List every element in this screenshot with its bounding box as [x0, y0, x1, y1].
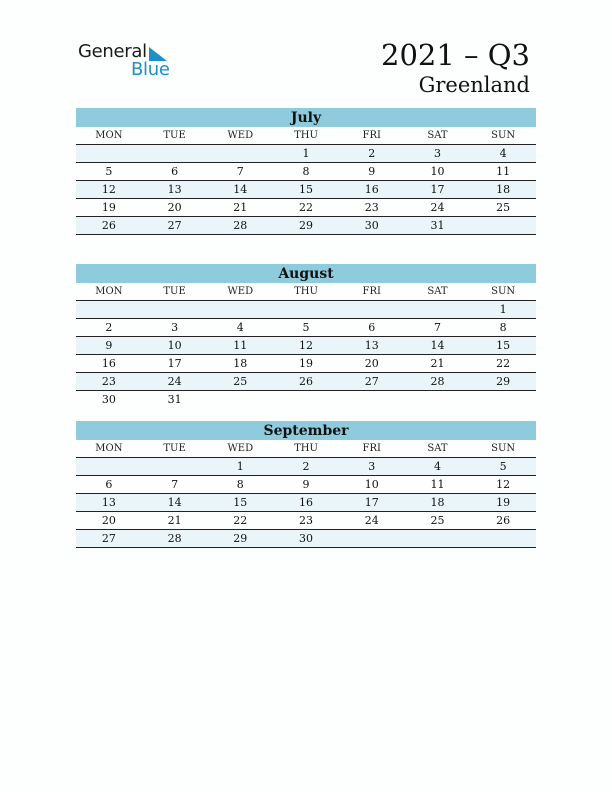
- weekday-label: WED: [227, 130, 254, 141]
- day-cell: 18: [233, 357, 248, 370]
- week-row: [76, 319, 536, 337]
- day-cell: 15: [496, 339, 511, 352]
- day-cell: 23: [299, 514, 314, 527]
- weekday-header-row: [76, 283, 536, 301]
- country-name: Greenland: [418, 73, 530, 97]
- day-cell: [207, 145, 273, 162]
- day-cell: 31: [430, 219, 445, 232]
- month-calendar: [76, 108, 536, 235]
- weekday-label: THU: [294, 130, 318, 141]
- weekday-header-row: [76, 127, 536, 145]
- weekday-label: SUN: [491, 130, 516, 141]
- day-cell: 2: [302, 460, 310, 473]
- logo-text-blue: Blue: [131, 59, 170, 80]
- day-cell: [142, 145, 208, 162]
- day-cell: 19: [101, 201, 116, 214]
- month-calendar: [76, 421, 536, 548]
- day-cell: [470, 217, 536, 234]
- day-cell: 31: [167, 393, 182, 406]
- day-cell: 1: [499, 303, 507, 316]
- day-cell: 16: [101, 357, 116, 370]
- week-row: [76, 476, 536, 494]
- day-cell: 26: [299, 375, 314, 388]
- day-cell: 21: [233, 201, 248, 214]
- week-row: [76, 181, 536, 199]
- day-cell: 17: [167, 357, 182, 370]
- weekday-label: SUN: [491, 286, 516, 297]
- weekday-label: SAT: [427, 443, 448, 454]
- weekday-label: WED: [227, 286, 254, 297]
- day-cell: 6: [368, 321, 376, 334]
- week-row: [76, 337, 536, 355]
- weekday-label: FRI: [362, 443, 381, 454]
- weekday-label: TUE: [163, 443, 186, 454]
- day-cell: [142, 458, 208, 475]
- weekday-label: SAT: [427, 286, 448, 297]
- day-cell: 13: [167, 183, 182, 196]
- weekday-label: TUE: [163, 286, 186, 297]
- day-cell: [470, 530, 536, 547]
- month-header: August: [76, 264, 536, 283]
- week-row: [76, 494, 536, 512]
- day-cell: 6: [171, 165, 179, 178]
- day-cell: 12: [299, 339, 314, 352]
- day-cell: 4: [499, 147, 507, 160]
- day-cell: 29: [233, 532, 248, 545]
- day-cell: [405, 391, 471, 408]
- day-cell: 9: [105, 339, 113, 352]
- week-row: [76, 301, 536, 319]
- day-cell: [405, 301, 471, 318]
- logo-text-general: General: [78, 41, 147, 62]
- day-cell: 7: [433, 321, 441, 334]
- day-cell: 5: [105, 165, 113, 178]
- day-cell: 11: [496, 165, 511, 178]
- day-cell: 20: [167, 201, 182, 214]
- day-cell: 3: [433, 147, 441, 160]
- month-header: September: [76, 421, 536, 440]
- day-cell: 28: [167, 532, 182, 545]
- day-cell: 15: [233, 496, 248, 509]
- day-cell: 11: [233, 339, 248, 352]
- day-cell: 19: [299, 357, 314, 370]
- week-row: [76, 145, 536, 163]
- week-row: [76, 458, 536, 476]
- weekday-label: FRI: [362, 286, 381, 297]
- logo: [78, 41, 198, 81]
- day-cell: [142, 301, 208, 318]
- day-cell: 12: [101, 183, 116, 196]
- day-cell: 2: [368, 147, 376, 160]
- week-row: [76, 391, 536, 408]
- day-cell: 4: [433, 460, 441, 473]
- day-cell: 19: [496, 496, 511, 509]
- day-cell: [273, 391, 339, 408]
- day-cell: [207, 301, 273, 318]
- weekday-label: SAT: [427, 130, 448, 141]
- day-cell: [339, 391, 405, 408]
- weekday-label: THU: [294, 286, 318, 297]
- day-cell: [76, 301, 142, 318]
- day-cell: 1: [236, 460, 244, 473]
- day-cell: 30: [364, 219, 379, 232]
- day-cell: 30: [299, 532, 314, 545]
- day-cell: 6: [105, 478, 113, 491]
- day-cell: 16: [364, 183, 379, 196]
- day-cell: 8: [236, 478, 244, 491]
- weekday-label: MON: [95, 130, 123, 141]
- day-cell: 28: [430, 375, 445, 388]
- weekday-label: SUN: [491, 443, 516, 454]
- day-cell: [207, 391, 273, 408]
- weekday-label: MON: [95, 443, 123, 454]
- week-row: [76, 163, 536, 181]
- day-cell: 25: [233, 375, 248, 388]
- day-cell: 10: [167, 339, 182, 352]
- day-cell: 22: [299, 201, 314, 214]
- day-cell: 25: [430, 514, 445, 527]
- month-calendar: [76, 264, 536, 408]
- page-title: 2021 – Q3: [381, 38, 530, 72]
- day-cell: 24: [430, 201, 445, 214]
- day-cell: 23: [101, 375, 116, 388]
- day-cell: 8: [302, 165, 310, 178]
- week-row: [76, 530, 536, 548]
- weekday-label: FRI: [362, 130, 381, 141]
- day-cell: 21: [430, 357, 445, 370]
- week-row: [76, 199, 536, 217]
- day-cell: 9: [302, 478, 310, 491]
- day-cell: 10: [364, 478, 379, 491]
- day-cell: 9: [368, 165, 376, 178]
- day-cell: 14: [233, 183, 248, 196]
- day-cell: 22: [233, 514, 248, 527]
- day-cell: 14: [167, 496, 182, 509]
- day-cell: 3: [368, 460, 376, 473]
- day-cell: 2: [105, 321, 113, 334]
- day-cell: 13: [101, 496, 116, 509]
- day-cell: 17: [430, 183, 445, 196]
- day-cell: 14: [430, 339, 445, 352]
- day-cell: 3: [171, 321, 179, 334]
- week-row: [76, 373, 536, 391]
- day-cell: 7: [236, 165, 244, 178]
- day-cell: 18: [496, 183, 511, 196]
- day-cell: 26: [101, 219, 116, 232]
- day-cell: 20: [364, 357, 379, 370]
- day-cell: 16: [299, 496, 314, 509]
- day-cell: [76, 458, 142, 475]
- day-cell: 27: [101, 532, 116, 545]
- day-cell: 26: [496, 514, 511, 527]
- day-cell: 5: [302, 321, 310, 334]
- day-cell: 23: [364, 201, 379, 214]
- week-row: [76, 512, 536, 530]
- month-header: July: [76, 108, 536, 127]
- day-cell: 28: [233, 219, 248, 232]
- day-cell: 20: [101, 514, 116, 527]
- day-cell: 1: [302, 147, 310, 160]
- day-cell: 27: [364, 375, 379, 388]
- day-cell: 21: [167, 514, 182, 527]
- weekday-header-row: [76, 440, 536, 458]
- day-cell: 13: [364, 339, 379, 352]
- day-cell: 25: [496, 201, 511, 214]
- day-cell: 12: [496, 478, 511, 491]
- weekday-label: MON: [95, 286, 123, 297]
- day-cell: 24: [364, 514, 379, 527]
- week-row: [76, 217, 536, 235]
- day-cell: 11: [430, 478, 445, 491]
- week-row: [76, 355, 536, 373]
- day-cell: [273, 301, 339, 318]
- day-cell: [339, 530, 405, 547]
- weekday-label: THU: [294, 443, 318, 454]
- day-cell: 24: [167, 375, 182, 388]
- day-cell: 18: [430, 496, 445, 509]
- day-cell: [76, 145, 142, 162]
- day-cell: [339, 301, 405, 318]
- day-cell: 10: [430, 165, 445, 178]
- day-cell: [405, 530, 471, 547]
- day-cell: 5: [499, 460, 507, 473]
- day-cell: 29: [299, 219, 314, 232]
- day-cell: 17: [364, 496, 379, 509]
- day-cell: 29: [496, 375, 511, 388]
- day-cell: [470, 391, 536, 408]
- day-cell: 4: [236, 321, 244, 334]
- day-cell: 30: [101, 393, 116, 406]
- weekday-label: TUE: [163, 130, 186, 141]
- day-cell: 22: [496, 357, 511, 370]
- weekday-label: WED: [227, 443, 254, 454]
- day-cell: 7: [171, 478, 179, 491]
- day-cell: 15: [299, 183, 314, 196]
- day-cell: 27: [167, 219, 182, 232]
- day-cell: 8: [499, 321, 507, 334]
